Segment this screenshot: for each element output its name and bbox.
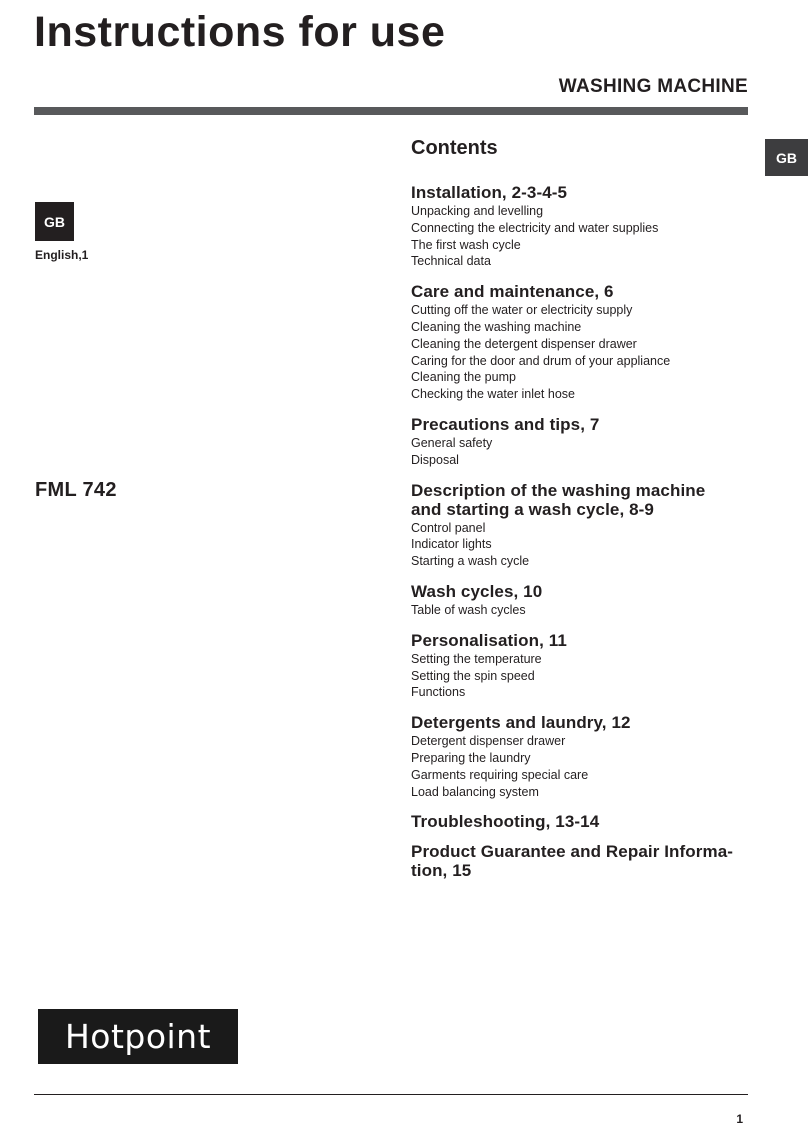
contents-section [411, 843, 756, 879]
page-title: Instructions for use [34, 8, 446, 56]
section-item: Checking the water inlet hose [411, 387, 575, 402]
hotpoint-logo [38, 1009, 238, 1064]
section-item: Indicator lights [411, 537, 492, 552]
section-item: General safety [411, 435, 493, 450]
language-entry: English,1 [35, 248, 89, 262]
page-number: 1 [736, 1112, 743, 1126]
section-item: The first wash cycle [411, 237, 521, 252]
section-title: Detergents and laundry, 12 [411, 713, 631, 733]
section-item: Starting a wash cycle [411, 554, 530, 569]
footer-rule [34, 1094, 748, 1095]
language-badge: GB [35, 202, 74, 241]
section-title: Precautions and tips, 7 [411, 414, 600, 434]
section-item: Cutting off the water or electricity supply [411, 303, 633, 318]
section-item: Disposal [411, 452, 459, 467]
document-subtitle: WASHING MACHINE [558, 76, 748, 97]
contents-section [411, 714, 756, 800]
section-title: Troubleshooting, 13-14 [411, 812, 600, 832]
contents-section [411, 813, 756, 830]
section-title: tion, 15 [411, 861, 472, 881]
section-item: Control panel [411, 520, 486, 535]
contents-title: Contents [411, 137, 498, 159]
section-title: Care and maintenance, 6 [411, 282, 614, 302]
section-title: Personalisation, 11 [411, 630, 567, 650]
section-title: Wash cycles, 10 [411, 581, 543, 601]
section-title: Description of the washing machine [411, 480, 706, 500]
section-item: Cleaning the washing machine [411, 319, 582, 334]
contents-section [411, 283, 756, 403]
section-title: Installation, 2-3-4-5 [411, 183, 568, 202]
section-title: Product Guarantee and Repair Informa- [411, 842, 734, 862]
section-item: Unpacking and levelling [411, 204, 544, 218]
contents-section [411, 583, 756, 619]
section-item: Technical data [411, 254, 491, 269]
section-title: and starting a wash cycle, 8-9 [411, 499, 654, 519]
contents-section [411, 416, 756, 469]
section-item: Preparing the laundry [411, 750, 531, 765]
contents-section [411, 482, 756, 570]
hotpoint-logo-text: Hotpoint [64, 1016, 212, 1056]
header-rule [34, 107, 748, 115]
section-item: Load balancing system [411, 784, 539, 799]
section-item: Cleaning the detergent dispenser drawer [411, 336, 637, 351]
section-item: Table of wash cycles [411, 602, 526, 617]
section-item: Caring for the door and drum of your appliance [411, 353, 671, 368]
section-item: Detergent dispenser drawer [411, 734, 566, 749]
section-item: Setting the temperature [411, 651, 542, 666]
contents-section [411, 184, 756, 270]
section-item: Setting the spin speed [411, 668, 535, 683]
contents-list [411, 184, 756, 879]
section-item: Garments requiring special care [411, 767, 589, 782]
section-item: Cleaning the pump [411, 370, 516, 385]
side-language-tab: GB [765, 139, 808, 176]
section-item: Connecting the electricity and water supplies [411, 220, 659, 235]
model-number: FML 742 [35, 479, 117, 501]
contents [411, 137, 756, 892]
contents-section [411, 632, 756, 701]
section-item: Functions [411, 685, 466, 700]
hotpoint-logo-mark [44, 1015, 232, 1059]
